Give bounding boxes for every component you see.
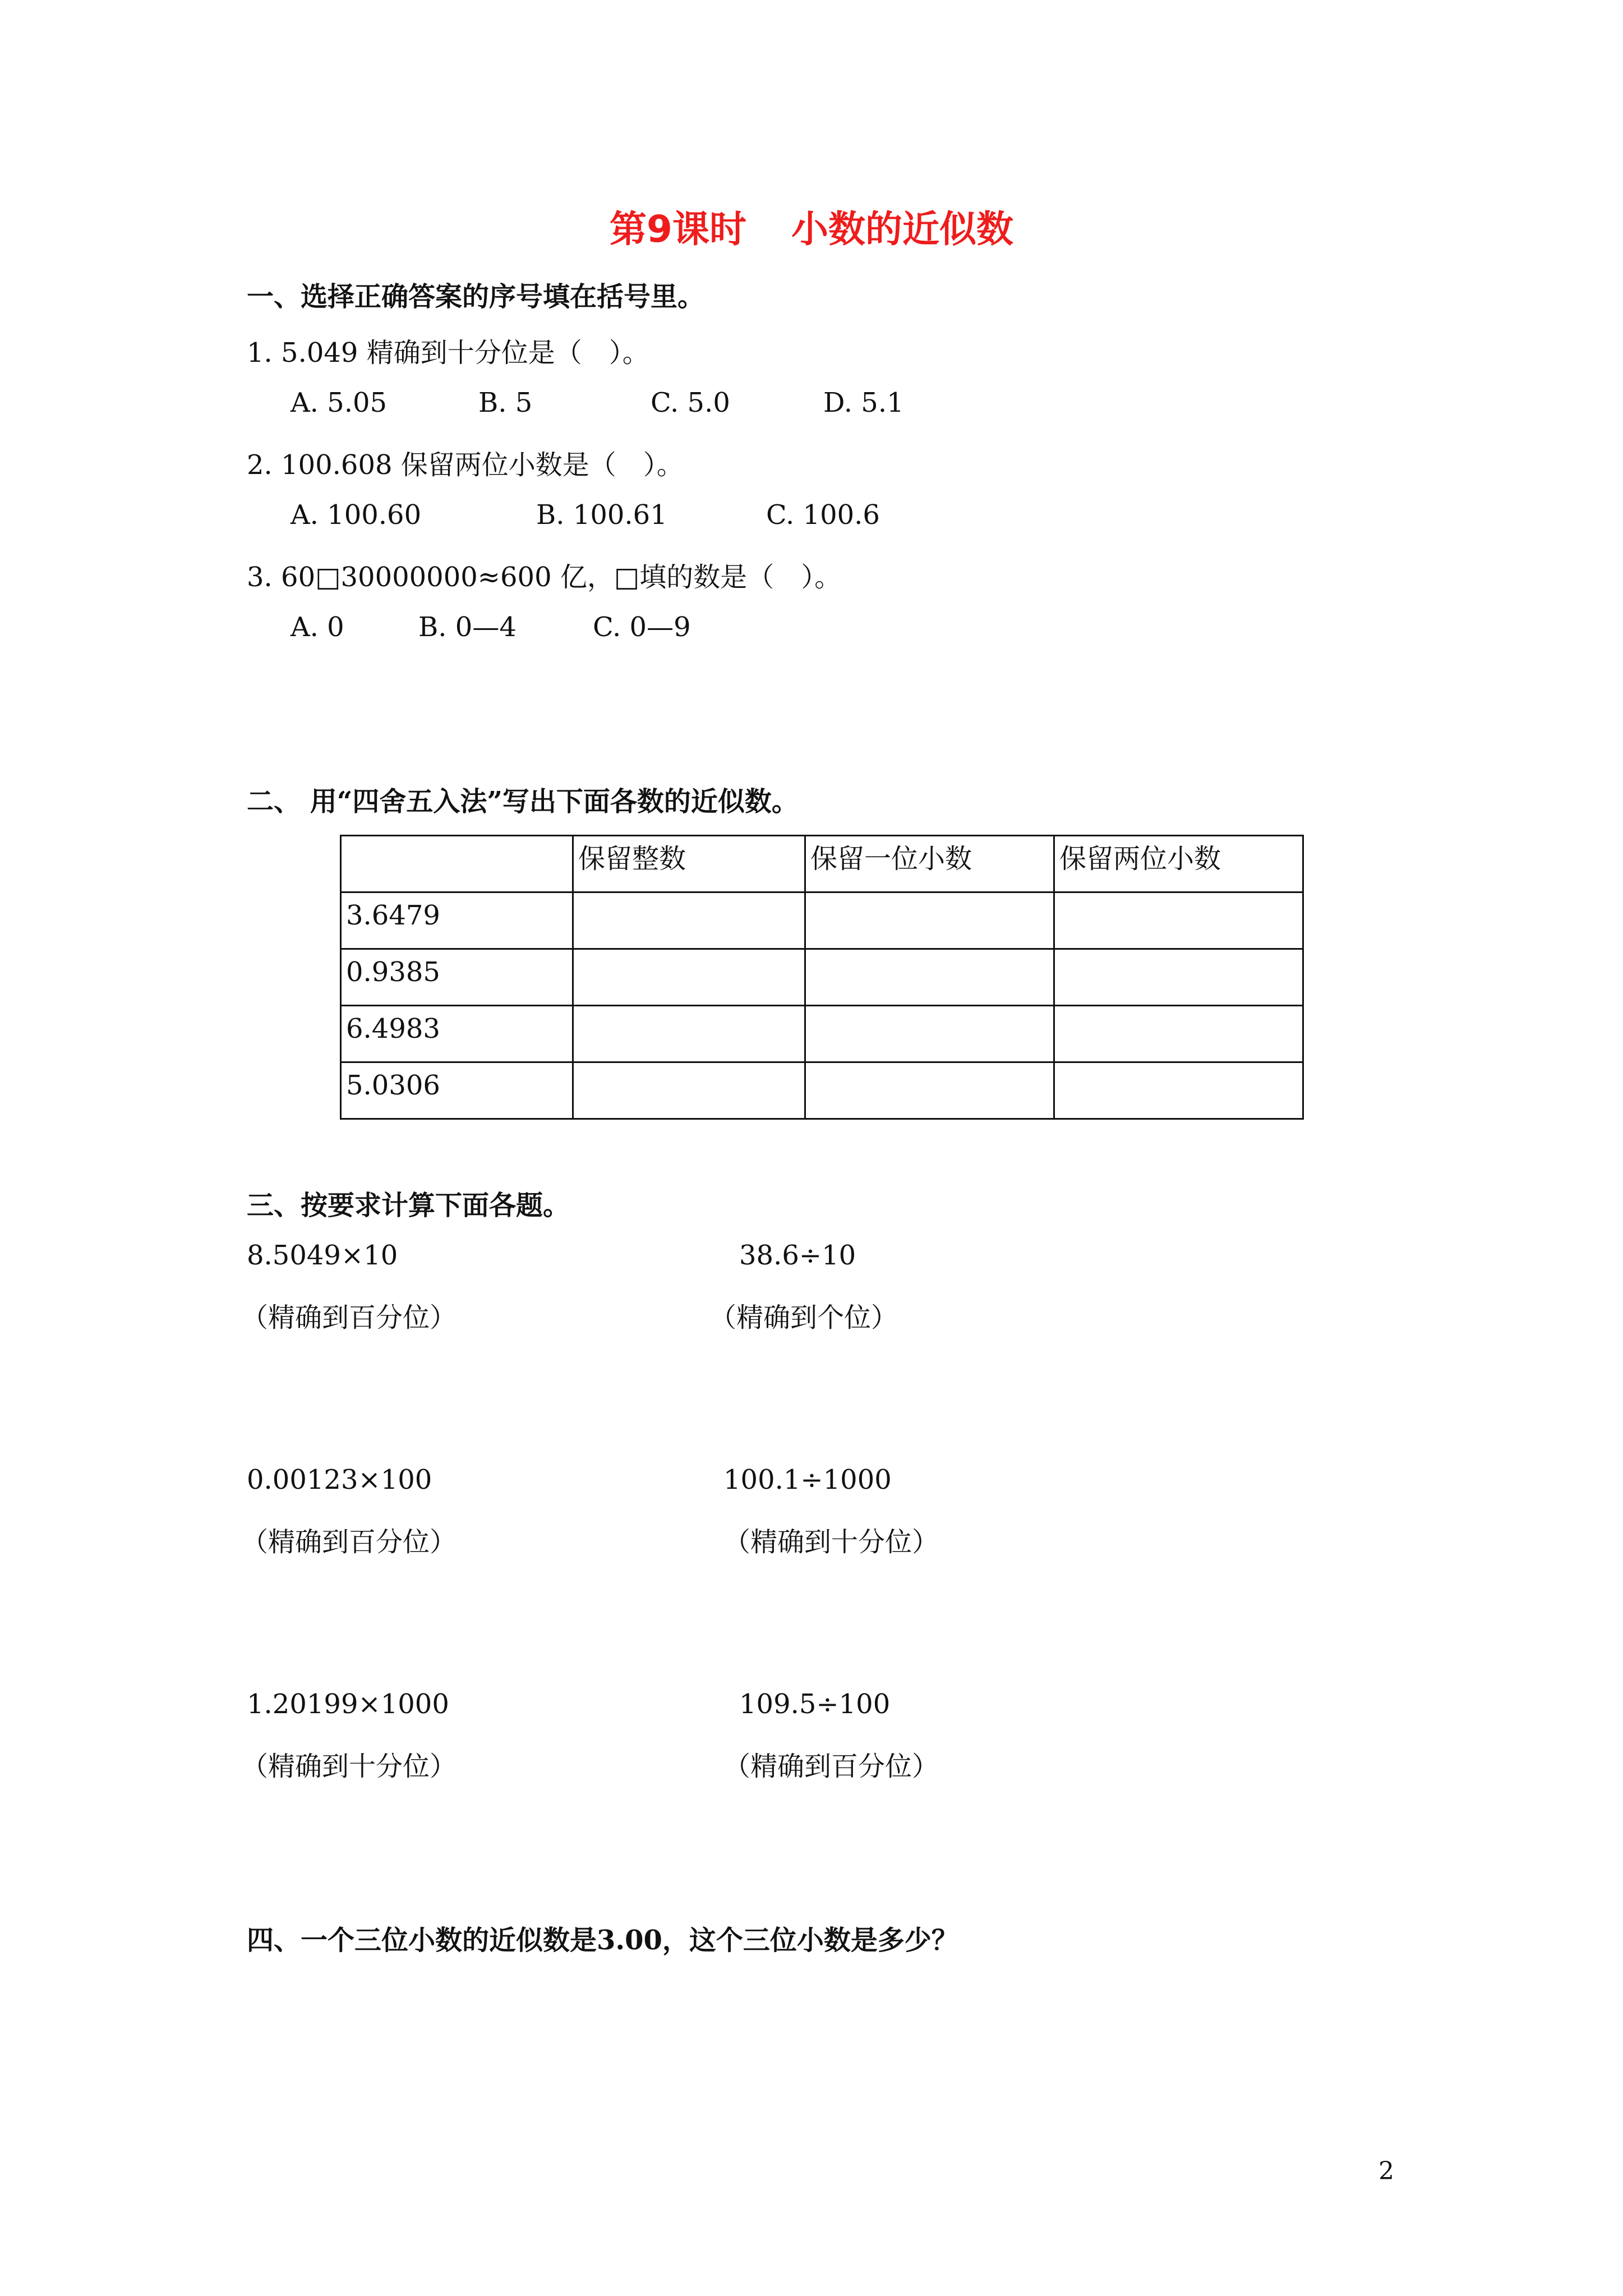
calc-expression: 100.1÷1000: [723, 1464, 892, 1496]
question-3: 3. 60□30000000≈600 亿，□填的数是（ ）。: [247, 562, 842, 593]
q1-option-a: A. 5.05: [291, 387, 388, 418]
page-title: [0, 199, 1623, 252]
q2-option-b: B. 100.61: [536, 499, 667, 531]
table-header-row: [341, 836, 1303, 892]
table-header-cell: [341, 836, 573, 892]
calc-expression: 38.6÷10: [739, 1240, 856, 1271]
calc-expression: 1.20199×1000: [247, 1688, 449, 1720]
q1-option-c: C. 5.0: [651, 387, 730, 418]
section2-heading: 二、 用“四舍五入法”写出下面各数的近似数。: [247, 786, 799, 817]
answer-cell[interactable]: [805, 949, 1054, 1006]
calc-requirement: （精确到百分位）: [723, 1751, 939, 1782]
lesson-topic: 小数的近似数: [791, 208, 1013, 251]
table-row-label: 3.6479: [341, 892, 573, 949]
q2-option-c: C. 100.6: [766, 499, 880, 531]
answer-cell[interactable]: [573, 1062, 805, 1119]
calc-requirement: （精确到个位）: [709, 1302, 898, 1333]
table-row: [341, 892, 1303, 949]
calc-requirement: （精确到百分位）: [241, 1526, 457, 1558]
table-row: [341, 1006, 1303, 1062]
calc-expression: 109.5÷100: [739, 1688, 891, 1720]
calc-requirement: （精确到百分位）: [241, 1302, 457, 1333]
table-row: [341, 1062, 1303, 1119]
table-row-label: 5.0306: [341, 1062, 573, 1119]
answer-cell[interactable]: [573, 892, 805, 949]
table-row-label: 0.9385: [341, 949, 573, 1006]
answer-cell[interactable]: [805, 892, 1054, 949]
table-row: [341, 949, 1303, 1006]
calc-expression: 0.00123×100: [247, 1464, 432, 1496]
question-1: 1. 5.049 精确到十分位是（ ）。: [247, 337, 649, 369]
page-number: 2: [1378, 2157, 1394, 2185]
rounding-table: [340, 835, 1304, 1120]
lesson-number: 第9课时: [610, 208, 746, 251]
q3-option-b: B. 0—4: [418, 611, 517, 643]
table-header-cell: 保留两位小数: [1054, 836, 1303, 892]
calc-requirement: （精确到十分位）: [723, 1526, 939, 1558]
q2-option-a: A. 100.60: [291, 499, 422, 531]
table-header-cell: 保留一位小数: [805, 836, 1054, 892]
answer-cell[interactable]: [805, 1006, 1054, 1062]
section1-heading: 一、选择正确答案的序号填在括号里。: [247, 281, 705, 312]
table-header-cell: 保留整数: [573, 836, 805, 892]
section3-heading: 三、按要求计算下面各题。: [247, 1190, 570, 1221]
q3-option-c: C. 0—9: [593, 611, 691, 643]
answer-cell[interactable]: [1054, 892, 1303, 949]
section4-heading: 四、一个三位小数的近似数是3.00，这个三位小数是多少？: [247, 1925, 958, 1956]
answer-cell[interactable]: [1054, 949, 1303, 1006]
calc-requirement: （精确到十分位）: [241, 1751, 457, 1782]
question-2: 2. 100.608 保留两位小数是（ ）。: [247, 449, 684, 481]
answer-cell[interactable]: [805, 1062, 1054, 1119]
answer-cell[interactable]: [1054, 1062, 1303, 1119]
answer-cell[interactable]: [1054, 1006, 1303, 1062]
q1-option-d: D. 5.1: [823, 387, 904, 418]
q3-option-a: A. 0: [291, 611, 344, 643]
answer-cell[interactable]: [573, 1006, 805, 1062]
q1-option-b: B. 5: [478, 387, 533, 418]
table-row-label: 6.4983: [341, 1006, 573, 1062]
calc-expression: 8.5049×10: [247, 1240, 398, 1271]
answer-cell[interactable]: [573, 949, 805, 1006]
